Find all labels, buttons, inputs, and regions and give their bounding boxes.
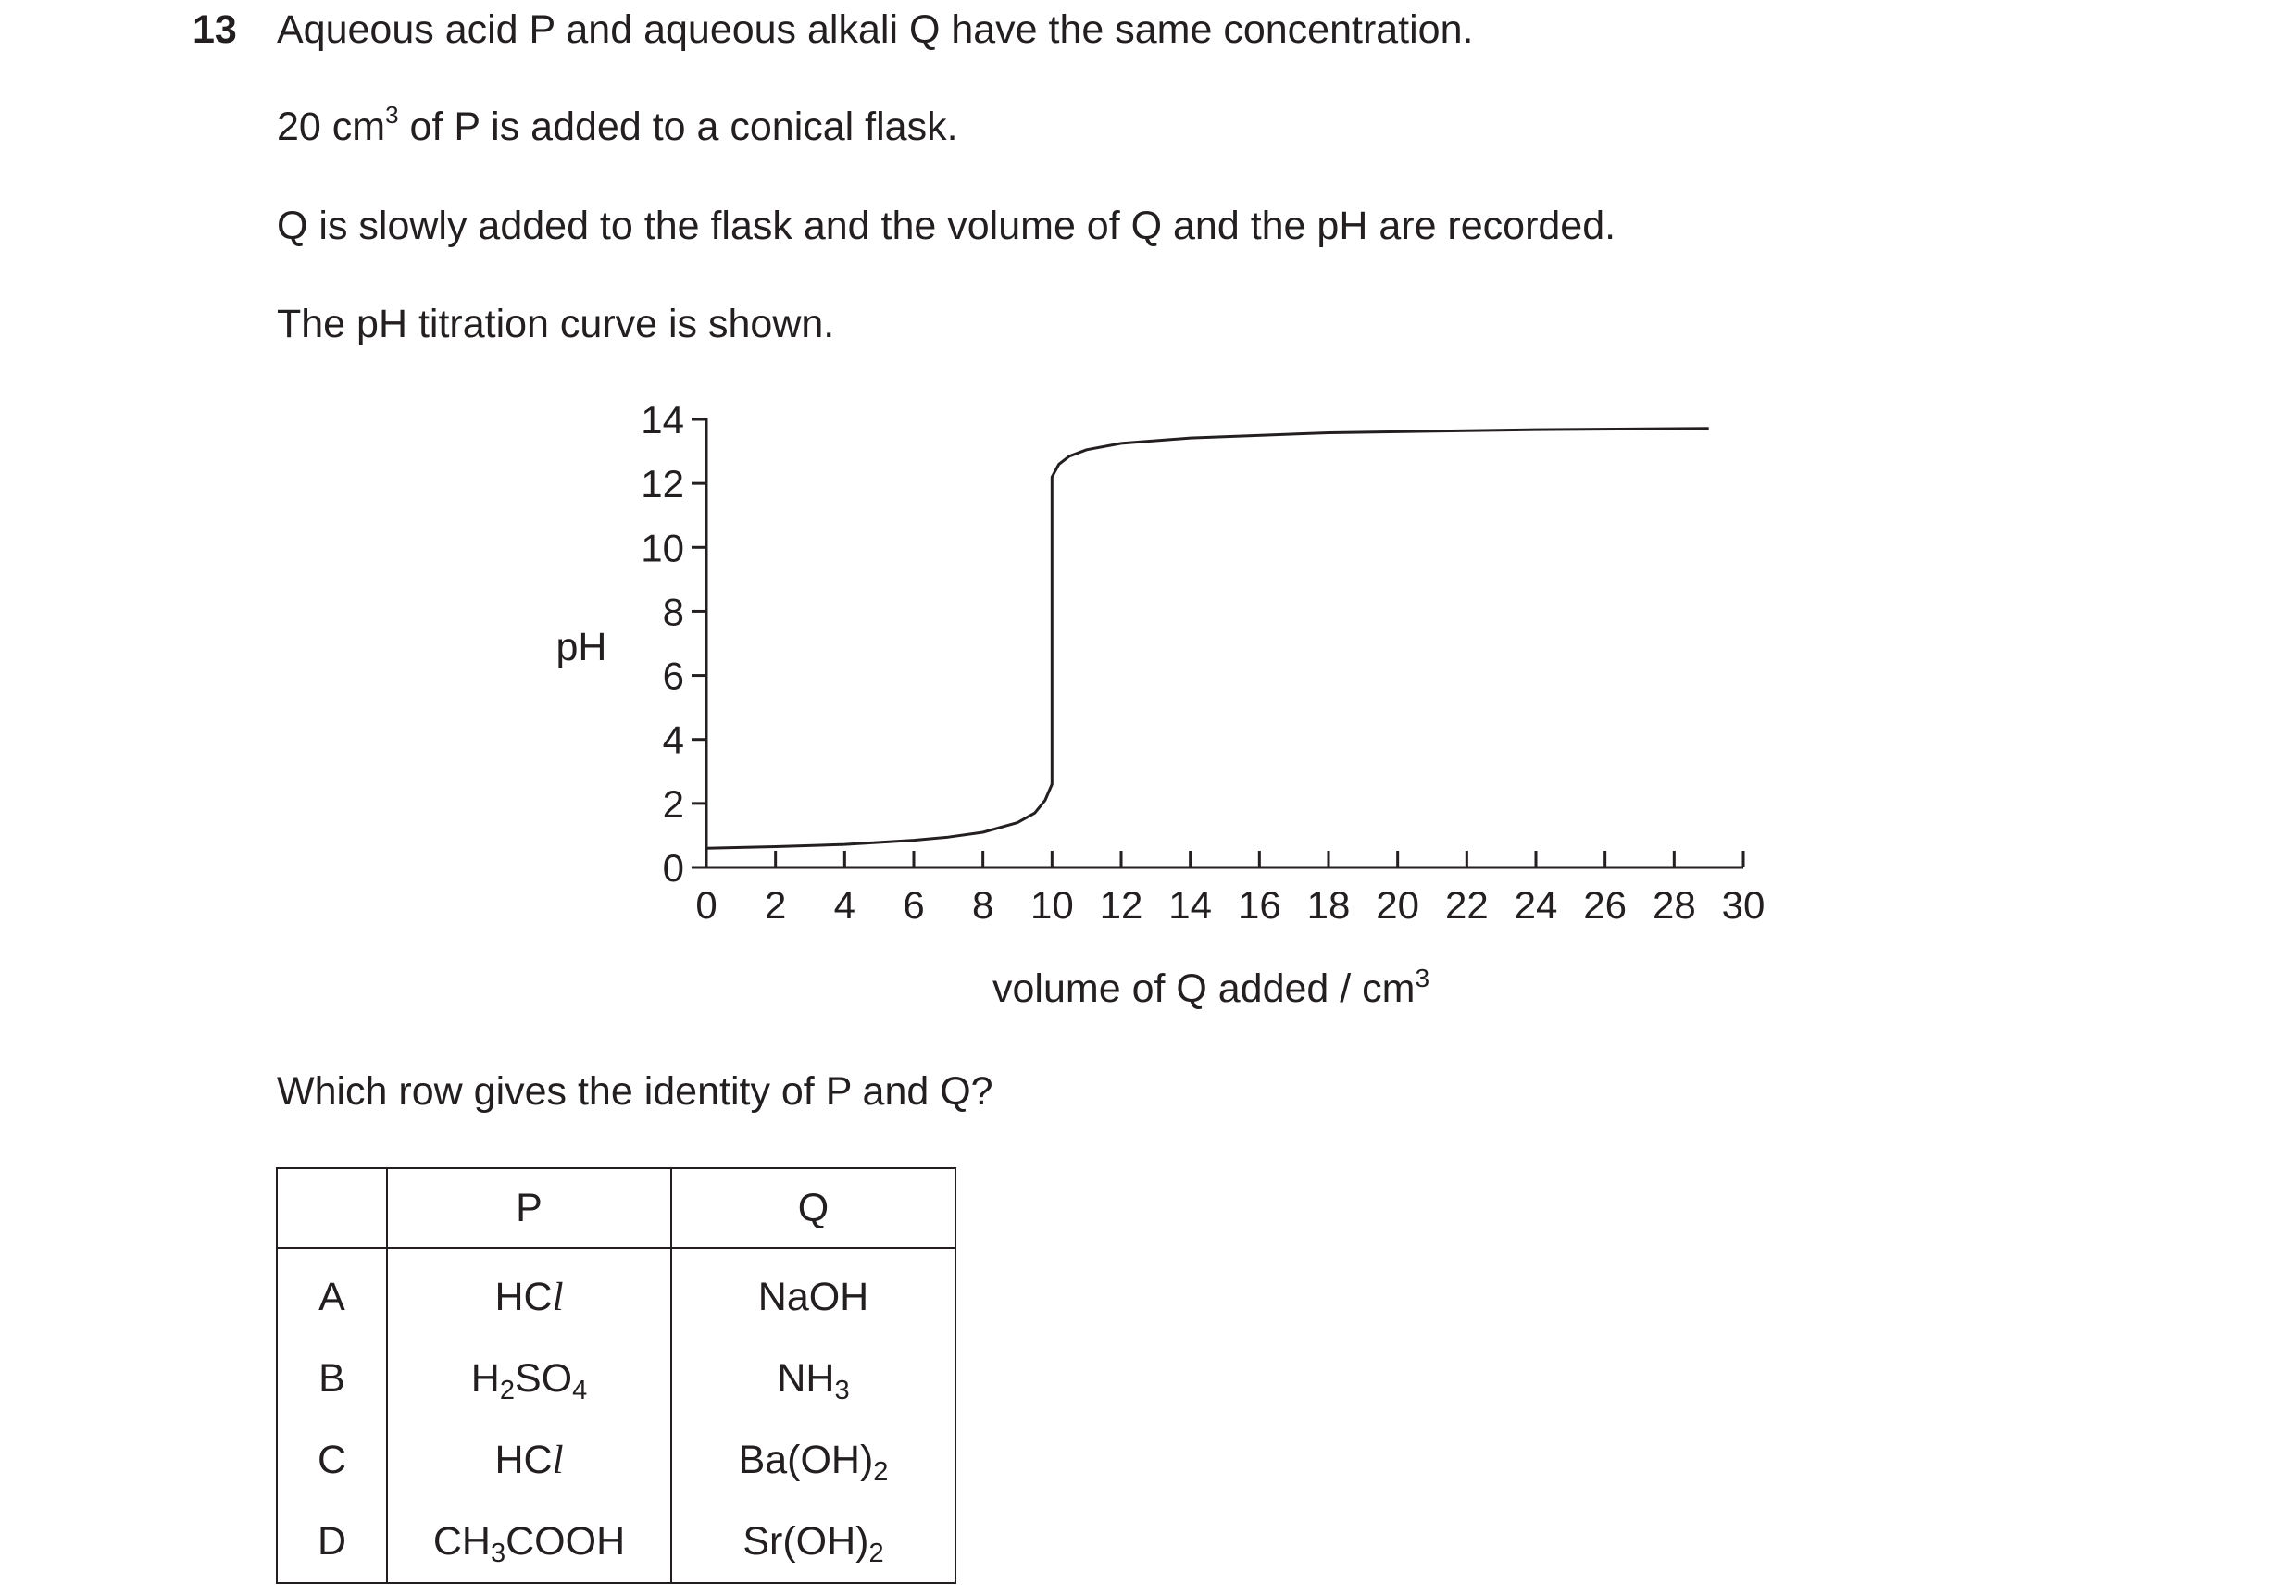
x-tick-label: 28 <box>1652 883 1696 927</box>
x-tick-label: 8 <box>971 883 994 927</box>
y-axis-label: pH <box>555 625 607 669</box>
option-p: $H_2SO_4$ <box>387 1338 671 1419</box>
header-p: P <box>387 1168 671 1248</box>
chart-curve-layer <box>706 429 1709 849</box>
x-tick-label: 30 <box>1721 883 1766 927</box>
table-header-row <box>277 1168 955 1248</box>
x-tick-label: 16 <box>1237 883 1281 927</box>
question-stem-line-3: Q is slowly added to the flask and the volume of Q and the pH are recorded. <box>277 204 1616 248</box>
option-row-c[interactable] <box>277 1419 955 1501</box>
x-axis-label <box>992 964 1429 1011</box>
y-tick-label: 2 <box>662 781 684 826</box>
option-q: $Ba(OH)_2$ <box>671 1419 955 1501</box>
header-letter <box>277 1168 387 1248</box>
x-tick-label: 0 <box>695 883 718 927</box>
header-q: Q <box>671 1168 955 1248</box>
chart-axes <box>641 398 1765 927</box>
option-letter: D <box>277 1501 387 1583</box>
y-tick-label: 0 <box>662 846 684 890</box>
y-tick-label: 10 <box>641 526 684 570</box>
option-letter: C <box>277 1419 387 1501</box>
x-tick-label: 4 <box>833 883 856 927</box>
y-tick-label: 6 <box>662 654 684 698</box>
question-prompt: Which row gives the identity of P and Q? <box>277 1069 993 1114</box>
y-tick-label: 12 <box>641 462 684 506</box>
x-tick-label: 2 <box>764 883 787 927</box>
option-q: $Sr(OH)_2$ <box>671 1501 955 1583</box>
x-tick-label: 12 <box>1099 883 1143 927</box>
question-number: 13 <box>193 7 237 52</box>
y-tick-label: 4 <box>662 717 684 762</box>
x-tick-label: 14 <box>1168 883 1213 927</box>
titration-curve <box>706 429 1709 849</box>
x-tick-label: 26 <box>1583 883 1628 927</box>
x-axis-label-text: volume of Q added / cm <box>992 966 1416 1011</box>
option-letter: A <box>277 1248 387 1338</box>
unit-superscript: 3 <box>385 101 399 129</box>
x-tick-label: 24 <box>1514 883 1558 927</box>
y-tick-label: 14 <box>641 398 684 442</box>
question-stem-line-1: Aqueous acid P and aqueous alkali Q have the same concentration. <box>277 7 1474 52</box>
flask-text: of P is added to a conical flask. <box>398 105 958 149</box>
x-tick-label: 6 <box>903 883 925 927</box>
question-stem-line-4: The pH titration curve is shown. <box>277 302 835 346</box>
option-p: HCl <box>387 1248 671 1338</box>
option-q: NaOH <box>671 1248 955 1338</box>
option-row-d[interactable] <box>277 1501 955 1583</box>
option-row-b[interactable] <box>277 1338 955 1419</box>
y-tick-label: 8 <box>662 590 684 634</box>
answer-options-table <box>276 1167 956 1584</box>
x-tick-label: 20 <box>1376 883 1420 927</box>
x-tick-label: 22 <box>1444 883 1489 927</box>
volume-text: 20 cm <box>277 105 386 149</box>
x-axis-label-sup: 3 <box>1415 964 1430 992</box>
option-row-a[interactable] <box>277 1248 955 1338</box>
option-letter: B <box>277 1338 387 1419</box>
option-p: HCl <box>387 1419 671 1501</box>
option-q: $NH_3$ <box>671 1338 955 1419</box>
option-p: $CH_3COOH$ <box>387 1501 671 1583</box>
x-tick-label: 10 <box>1029 883 1074 927</box>
x-tick-label: 18 <box>1306 883 1351 927</box>
